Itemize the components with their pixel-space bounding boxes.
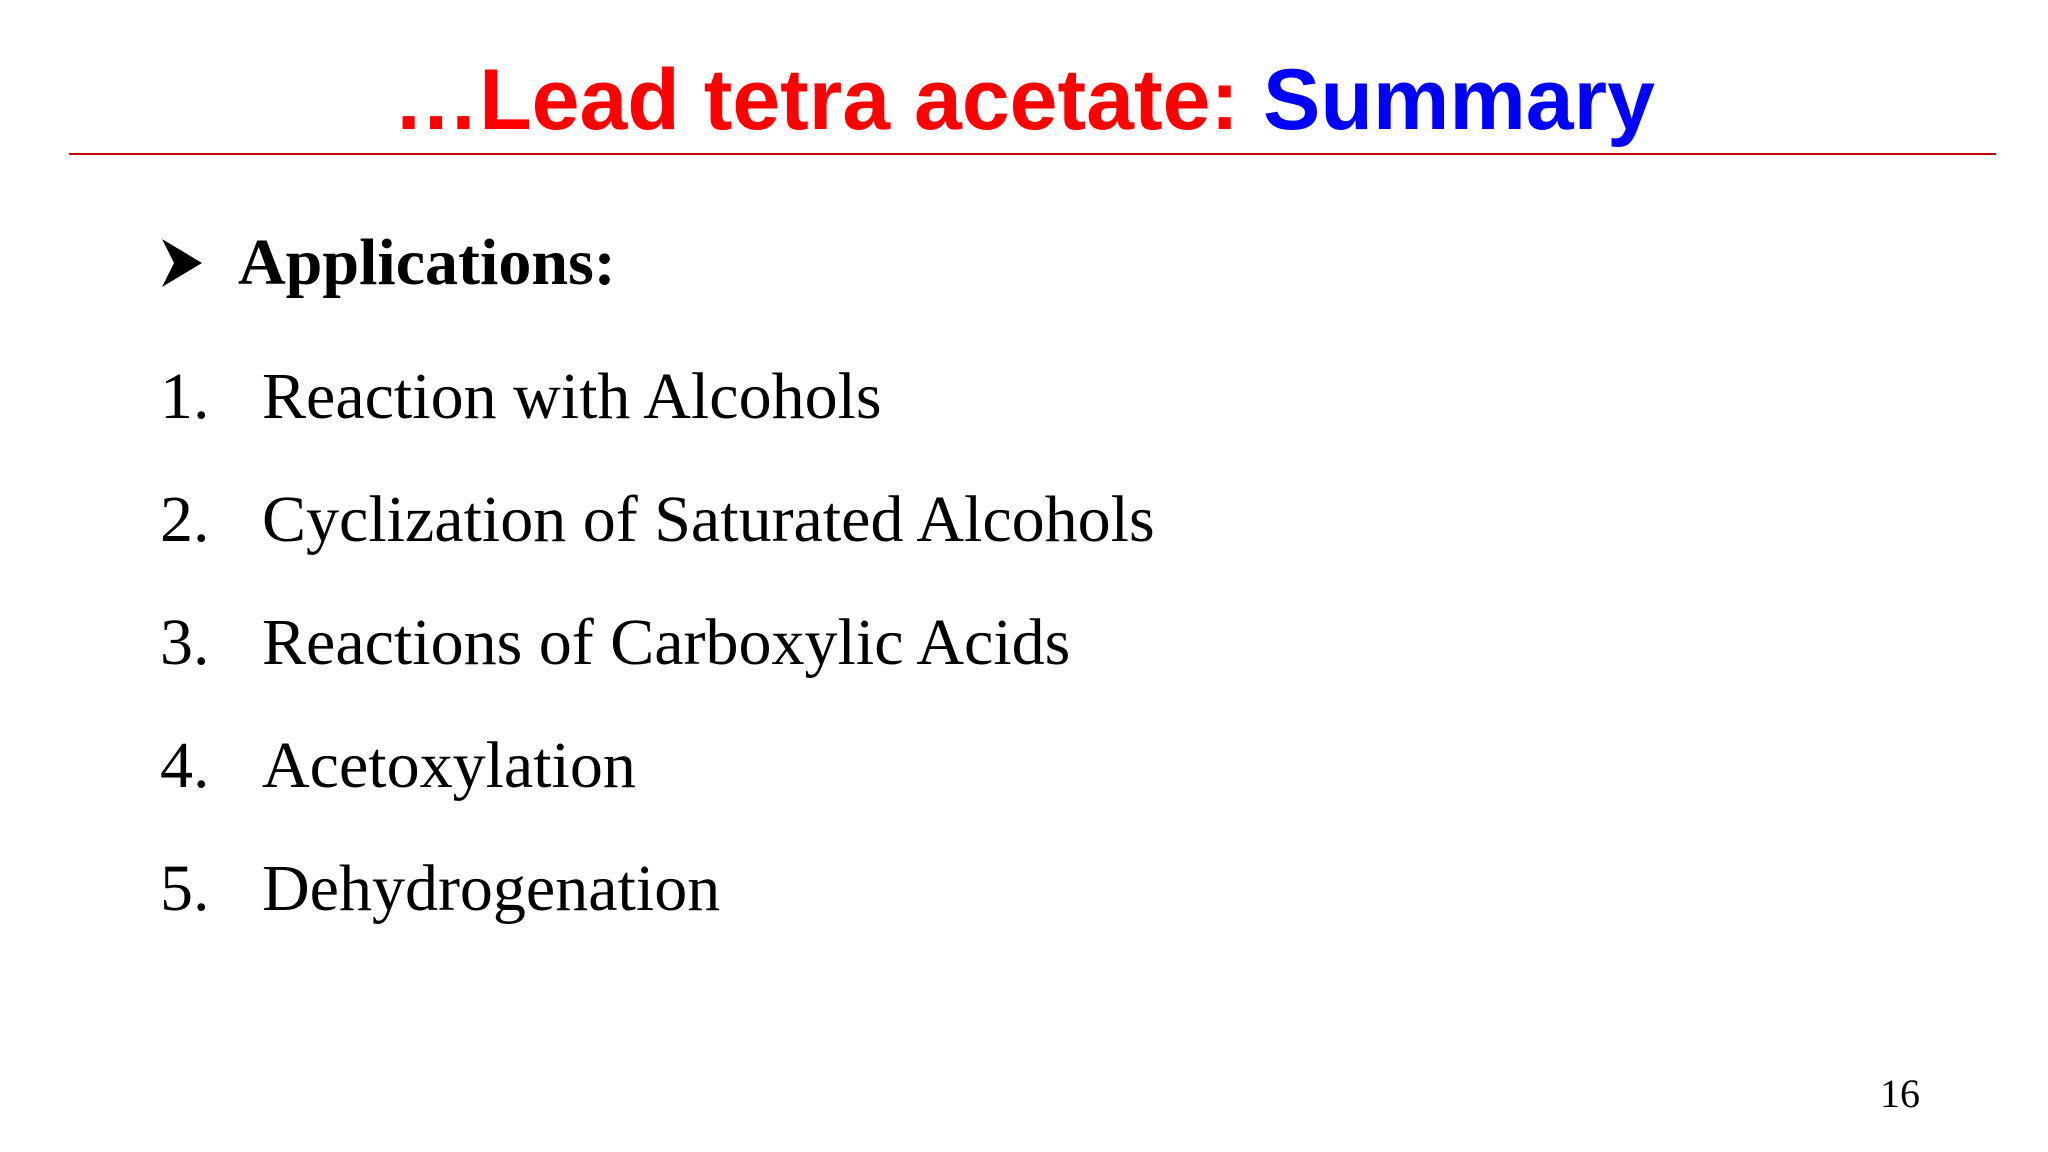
title-divider bbox=[69, 153, 1996, 155]
item-text: Cyclization of Saturated Alcohols bbox=[262, 482, 1155, 556]
slide-title bbox=[0, 50, 2048, 150]
item-number: 5. bbox=[160, 851, 210, 925]
list-item bbox=[160, 335, 1155, 458]
item-number: 4. bbox=[160, 728, 210, 802]
list-item bbox=[160, 581, 1155, 704]
applications-heading bbox=[160, 218, 616, 308]
list-item bbox=[160, 704, 1155, 827]
item-number: 2. bbox=[160, 482, 210, 556]
title-blue-part: Summary bbox=[1262, 52, 1655, 148]
item-text: Reaction with Alcohols bbox=[262, 359, 882, 433]
heading-text: Applications: bbox=[238, 226, 616, 299]
list-item bbox=[160, 827, 1155, 950]
page-number: 16 bbox=[1880, 1071, 1920, 1116]
arrowhead-bullet-icon bbox=[160, 237, 204, 289]
list-item bbox=[160, 458, 1155, 581]
item-text: Dehydrogenation bbox=[262, 851, 721, 925]
item-number: 3. bbox=[160, 605, 210, 679]
item-text: Acetoxylation bbox=[262, 728, 636, 802]
item-number: 1. bbox=[160, 359, 210, 433]
applications-list bbox=[160, 335, 1155, 950]
title-red-part: …Lead tetra acetate: bbox=[393, 52, 1263, 148]
item-text: Reactions of Carboxylic Acids bbox=[262, 605, 1071, 679]
